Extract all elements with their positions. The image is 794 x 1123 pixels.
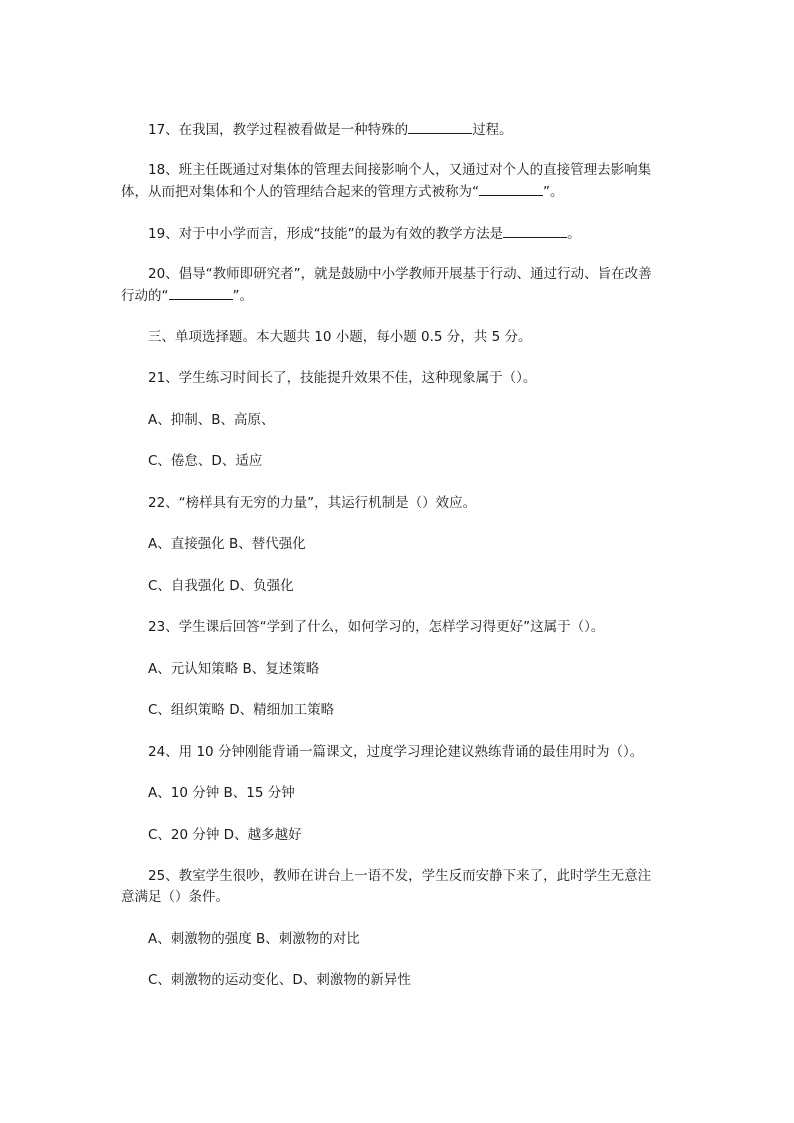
question-20-line2 bbox=[121, 285, 253, 306]
q18-blank bbox=[479, 181, 543, 196]
q23-options-ab: A、元认知策略 B、复述策略 bbox=[148, 661, 320, 677]
q17-text: 17、在我国，教学过程被看做是一种特殊的 bbox=[148, 122, 409, 138]
question-18-line2 bbox=[121, 181, 564, 202]
question-24: 24、用 10 分钟刚能背诵一篇课文，过度学习理论建议熟练背诵的最佳用时为（）。 bbox=[148, 744, 644, 760]
question-19 bbox=[148, 223, 581, 244]
question-25-line1: 25、教室学生很吵，教师在讲台上一语不发，学生反而安静下来了，此时学生无意注 bbox=[148, 868, 652, 884]
q20-blank bbox=[169, 285, 233, 300]
q22-options-ab: A、直接强化 B、替代强化 bbox=[148, 536, 306, 552]
q25-options-ab: A、刺激物的强度 B、刺激物的对比 bbox=[148, 931, 360, 947]
question-18-line1: 18、班主任既通过对集体的管理去间接影响个人，又通过对个人的直接管理去影响集 bbox=[148, 162, 652, 178]
question-22: 22、“榜样具有无穷的力量”，其运行机制是（）效应。 bbox=[148, 495, 477, 511]
q24-options-ab: A、10 分钟 B、15 分钟 bbox=[148, 785, 295, 801]
q22-options-cd: C、自我强化 D、负强化 bbox=[148, 578, 294, 594]
q18-text: 体，从而把对集体和个人的管理结合起来的管理方式被称为“ bbox=[121, 184, 479, 200]
question-25-line2: 意满足（）条件。 bbox=[121, 889, 229, 905]
q20-text: 行动的“ bbox=[121, 288, 169, 304]
q19-text: 19、对于中小学而言，形成“技能”的最为有效的教学方法是 bbox=[148, 226, 504, 242]
question-23: 23、学生课后回答“学到了什么，如何学习的，怎样学习得更好”这属于（）。 bbox=[148, 619, 605, 635]
q25-options-cd: C、刺激物的运动变化、D、刺激物的新异性 bbox=[148, 972, 411, 988]
q24-options-cd: C、20 分钟 D、越多越好 bbox=[148, 827, 302, 843]
section-heading: 三、单项选择题。本大题共 10 小题，每小题 0.5 分，共 5 分。 bbox=[148, 329, 532, 345]
question-21: 21、学生练习时间长了，技能提升效果不佳，这种现象属于（）。 bbox=[148, 370, 537, 386]
q17-text-end: 过程。 bbox=[472, 122, 513, 138]
q23-options-cd: C、组织策略 D、精细加工策略 bbox=[148, 702, 335, 718]
q19-text-end: 。 bbox=[567, 226, 581, 242]
question-17 bbox=[148, 119, 513, 140]
q19-blank bbox=[503, 223, 567, 238]
q17-blank bbox=[408, 119, 472, 134]
q18-text-end: ”。 bbox=[543, 184, 564, 200]
question-20-line1: 20、倡导“教师即研究者”，就是鼓励中小学教师开展基于行动、通过行动、旨在改善 bbox=[148, 266, 652, 282]
q21-options-cd: C、倦怠、D、适应 bbox=[148, 453, 263, 469]
q20-text-end: ”。 bbox=[232, 288, 253, 304]
q21-options-ab: A、抑制、B、高原、 bbox=[148, 412, 275, 428]
